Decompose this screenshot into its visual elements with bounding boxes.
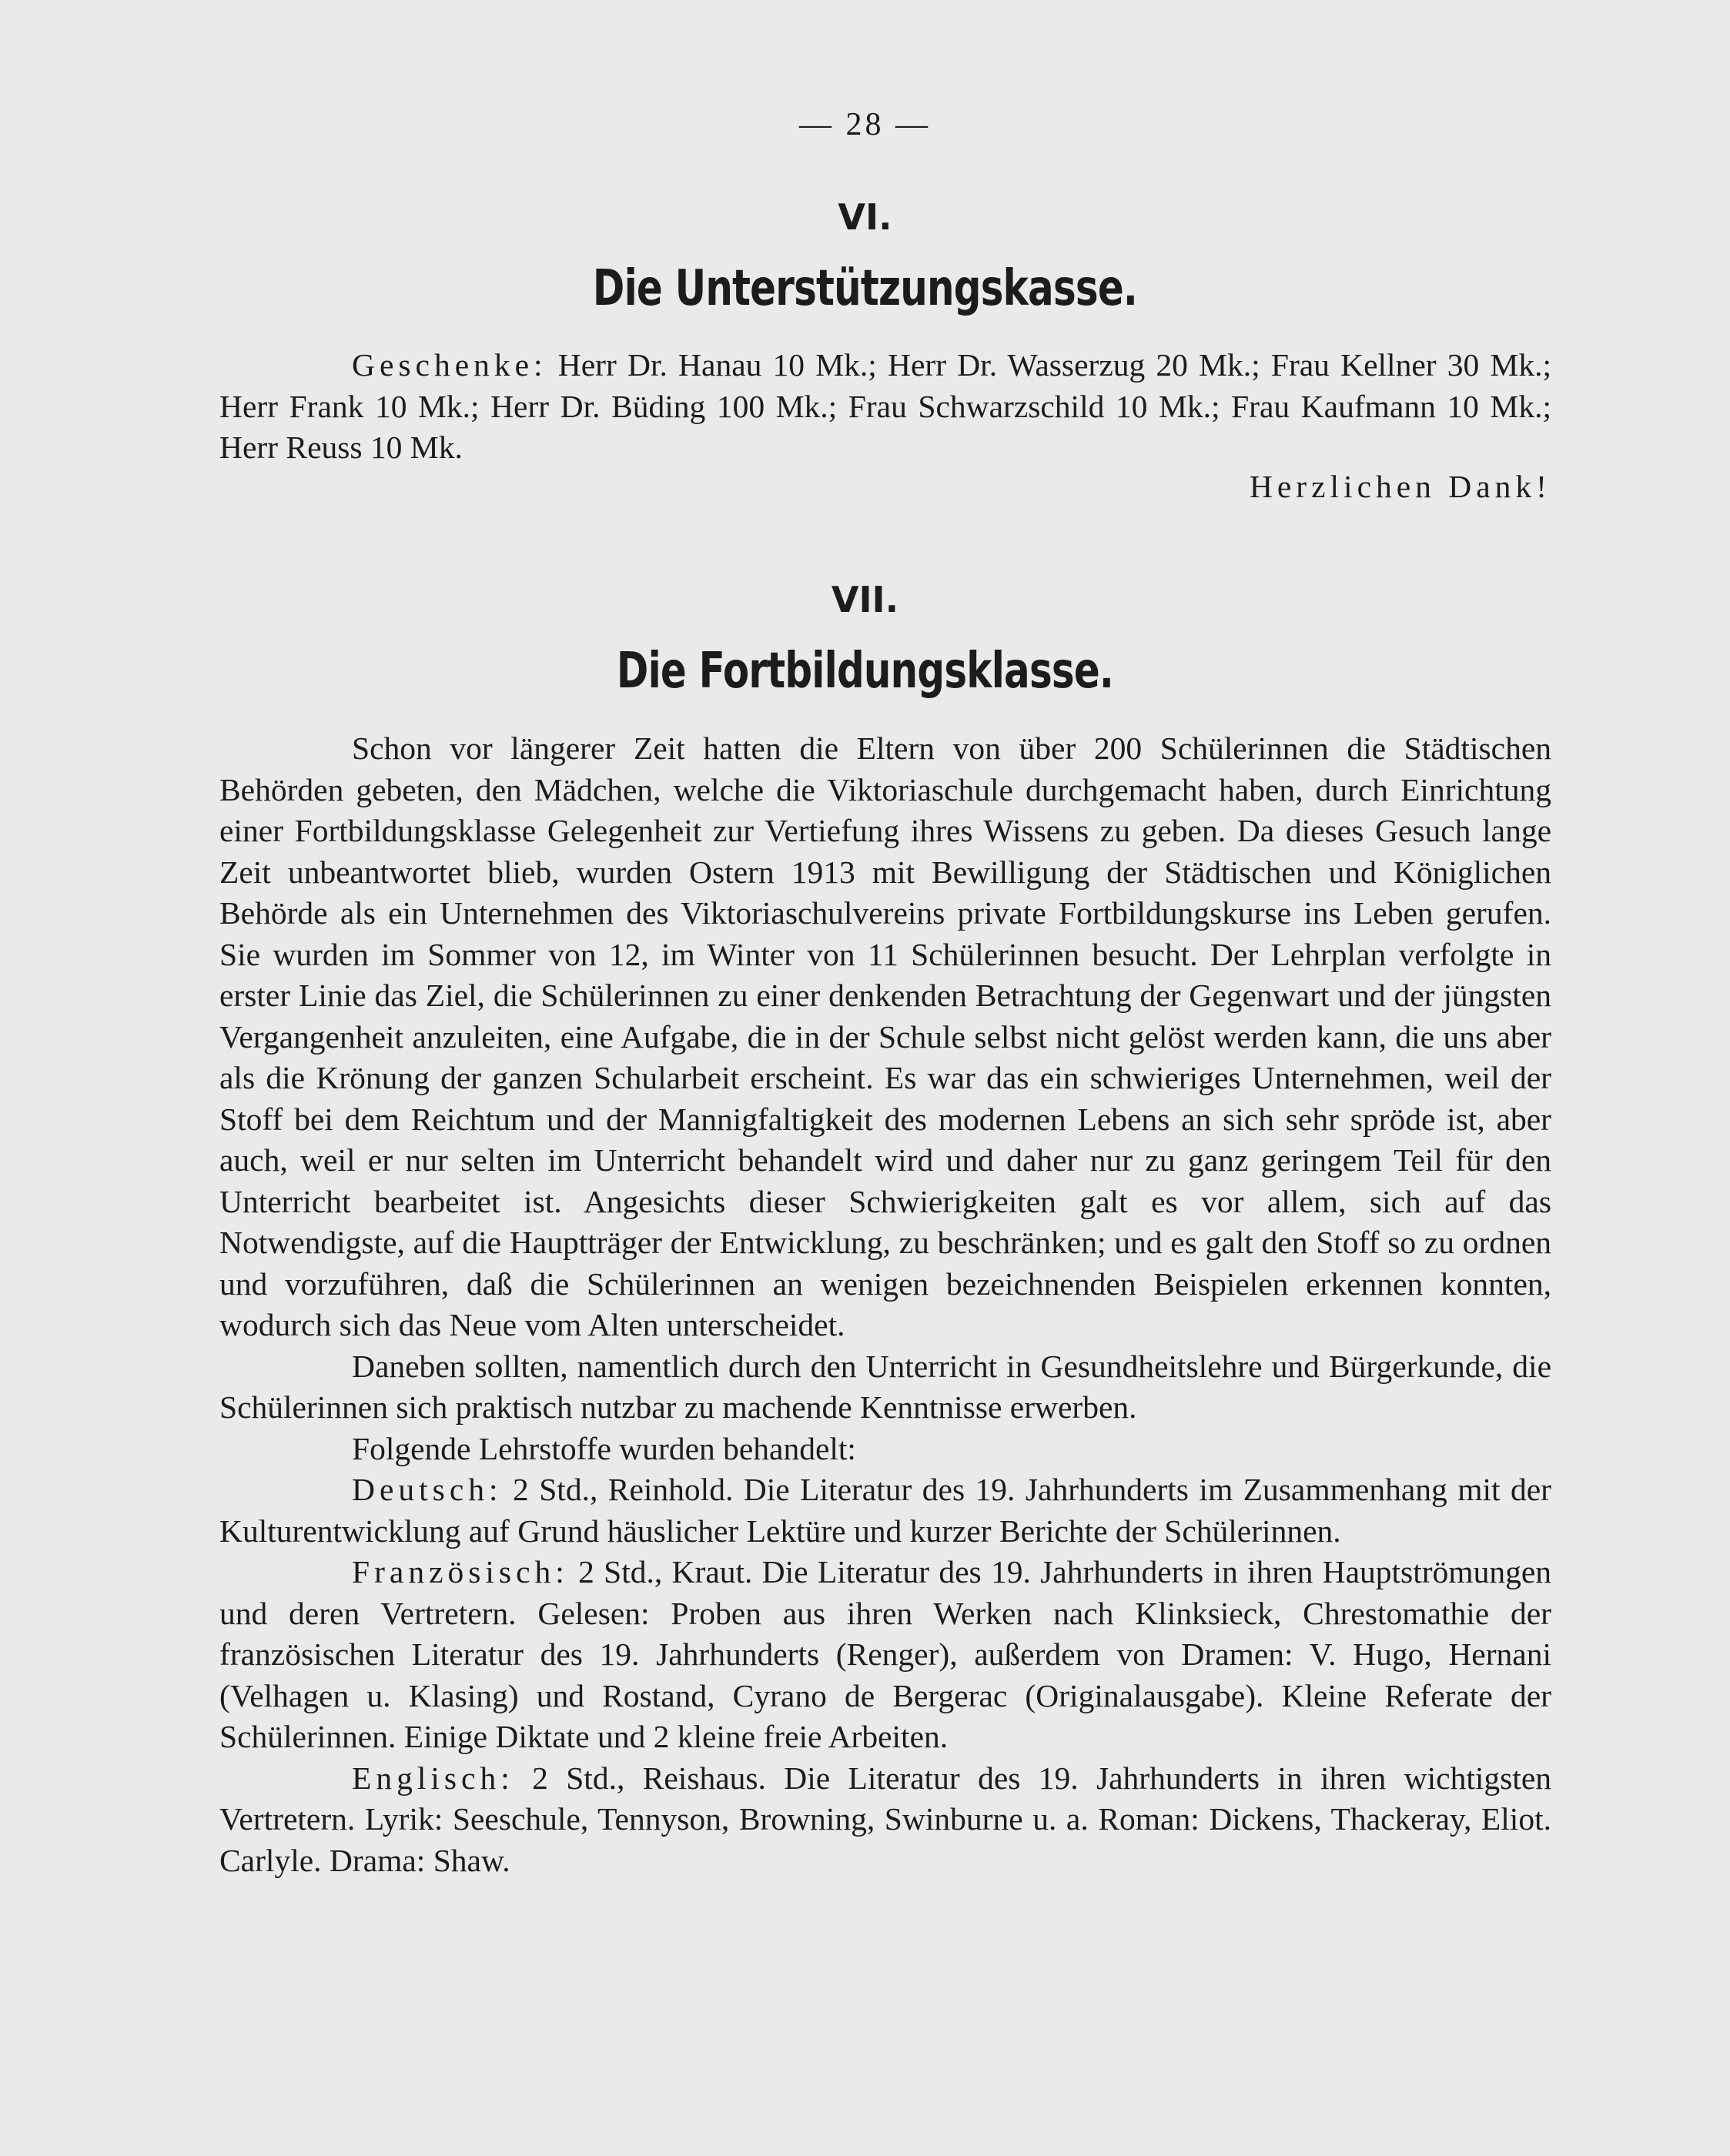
section-vii-body — [219, 728, 1551, 1881]
paragraph-1: Schon vor längerer Zeit hatten die Eltern von über 200 Schülerinnen die Städtischen Behörden gebeten, den Mädchen, welche die Viktoriaschule durchgemacht haben, durch Einrichtung einer Fortbildungsklasse Gelegenheit zur Vertiefung ihres Wissens zu geben. Da dieses Gesuch lange Zeit unbeantwortet blieb, wurden Ostern 1913 mit Bewilligung der Städtischen und Königlichen Behörde als ein Unternehmen des Viktoriaschulvereins private Fortbildungskurse ins Leben gerufen. Sie wurden im Sommer von 12, im Winter von 11 Schülerinnen besucht. Der Lehrplan verfolgte in erster Linie das Ziel, die Schülerinnen zu einer denkenden Betrachtung der Gegenwart und der jüngsten Vergangenheit anzuleiten, eine Aufgabe, die in der Schule selbst nicht gelöst werden kann, die uns aber als die Krönung der ganzen Schularbeit erscheint. Es war das ein schwieriges Unternehmen, weil der Stoff bei dem Reichtum und der Mannigfaltigkeit des modernen Lebens an sich sehr spröde ist, aber auch, weil er nur selten im Unterricht behandelt wird und daher nur zu ganz geringem Teil für den Unterricht bearbeitet ist. Angesichts dieser Schwierigkeiten galt es vor allem, sich auf das Notwendigste, auf die Hauptträger der Entwicklung, zu beschränken; und es galt den Stoff so zu ordnen und vorzuführen, daß die Schülerinnen an wenigen bezeichnenden Beispielen erkennen konnten, wodurch sich das Neue vom Alten unterscheidet. — [219, 730, 1551, 1342]
section-vii-title: Die Fortbildungsklasse. — [616, 643, 1114, 700]
paragraph-3: Folgende Lehrstoffe wurden behandelt: — [352, 1430, 856, 1466]
subject-name: Deutsch: — [352, 1472, 503, 1507]
subject-name: Englisch: — [352, 1760, 514, 1796]
section-vii-numeral: VII. — [831, 579, 899, 620]
subject-text: 2 Std., Reinhold. Die Literatur des 19. Jahrhunderts im Zusammenhang mit der Kulturentwicklung auf Grund häuslicher Lektüre und kurzer Berichte der Schülerinnen. — [219, 1472, 1552, 1549]
gifts-text: Herr Dr. Hanau 10 Mk.; Herr Dr. Wasserzug 20 Mk.; Frau Kellner 30 Mk.; Herr Frank 10 Mk.; Herr Dr. Büding 100 Mk.; Frau Schwarzschild 10 Mk.; Frau Kaufmann 10 Mk.; Herr Reuss 10 Mk. — [219, 347, 1551, 465]
section-vi-numeral: VI. — [838, 196, 892, 238]
subject-text: 2 Std., Reishaus. Die Literatur des 19. Jahrhunderts in ihren wichtigsten Vertretern. Lyrik: Seeschule, Tennyson, Browning, Swinburne u. a. Roman: Dickens, Thackeray, Eliot. Carlyle. Drama: Shaw. — [219, 1760, 1551, 1878]
page-number: — 28 — — [799, 107, 931, 142]
gifts-label: Geschenke: — [352, 347, 547, 383]
section-vi-title: Die Unterstützungskasse. — [592, 260, 1138, 317]
gifts-paragraph — [219, 345, 1551, 469]
subject-franzoesisch — [219, 1552, 1551, 1758]
subject-englisch — [219, 1758, 1551, 1882]
subject-deutsch — [219, 1469, 1551, 1552]
subject-text: 2 Std., Kraut. Die Literatur des 19. Jahrhunderts in ihren Hauptströmungen und deren Vertretern. Gelesen: Proben aus ihren Werken nach Klinksieck, Chrestomathie der französischen Literatur des 19. Jahrhunderts (Renger), außerdem von Dramen: V. Hugo, Hernani (Velhagen u. Klasing) und Rostand, Cyrano de Bergerac (Originalausgabe). Kleine Referate der Schülerinnen. Einige Diktate und 2 kleine freie Arbeiten. — [219, 1554, 1551, 1754]
thanks-line: Herzlichen Dank! — [1249, 469, 1551, 504]
paragraph-2: Daneben sollten, namentlich durch den Unterricht in Gesundheitslehre und Bürgerkunde, die Schülerinnen sich praktisch nutzbar zu machende Kenntnisse erwerben. — [219, 1348, 1551, 1425]
subject-name: Französisch: — [352, 1554, 569, 1589]
